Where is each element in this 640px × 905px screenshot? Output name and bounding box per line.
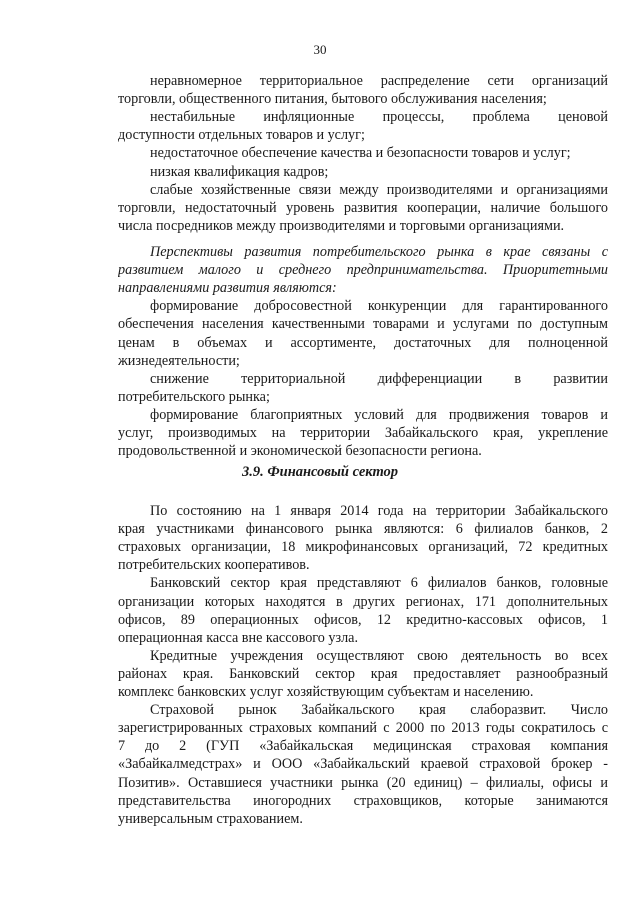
page-number: 30 (313, 42, 327, 57)
text-line: слабые хозяйственные связи между производителями и организациями (150, 181, 608, 198)
text-line: доступности отдельных товаров и услуг; (118, 127, 365, 144)
text-line: Страховой рынок Забайкальского края слаборазвит. Число (150, 702, 608, 719)
text-line: Кредитные учреждения осуществляют свою деятельность во всех (150, 647, 608, 664)
text-line: направлениями развития являются: (118, 280, 337, 297)
text-line: офисов, 89 операционных офисов, 12 кредитно-кассовых офисов, 1 (118, 611, 608, 628)
text-line: края участниками финансового рынка являются: 6 филиалов банков, 2 (118, 521, 608, 538)
text-line: «Забайкалмедстрах» и ООО «Забайкальский краевой страховой брокер - (118, 756, 608, 773)
text-line: комплекс банковских услуг хозяйствующим субъектам и населению. (118, 684, 534, 700)
text-line: числа посредников между производителями и торговыми организациями. (118, 217, 565, 234)
text-line: зарегистрированных страховых компаний с 2000 по 2013 годы сократилось с (118, 720, 608, 737)
text-line: торговли, недостаточный уровень развития кооперации, наличие большого (118, 199, 608, 216)
text-line: потребительского рынка; (118, 388, 270, 405)
text-line: Банковский сектор края представляют 6 филиалов банков, головные (150, 575, 608, 592)
text-line: снижение территориальной дифференциации в развитии (150, 370, 608, 387)
text-line: 7 до 2 (ГУП «Забайкальская медицинская страховая компания (118, 738, 608, 755)
section-heading: 3.9. Финансовый сектор (241, 464, 399, 480)
text-line: неравномерное территориальное распределение сети организаций (150, 73, 608, 89)
text-line: обеспечения населения качественными товарами и услугами по доступным (118, 316, 608, 333)
text-line: формирование добросовестной конкуренции для гарантированного (150, 298, 608, 315)
text-line: районах края. Банковский сектор края предоставляет разнообразный (118, 665, 608, 682)
text-line: торговли, общественного питания, бытового обслуживания населения; (118, 91, 547, 108)
text-line: Перспективы развития потребительского рынка в крае связаны с (150, 244, 608, 260)
text-line: потребительских кооперативов. (118, 557, 310, 574)
text-line: услуг, производимых на территории Забайкальского края, укрепление (118, 425, 608, 441)
text-line: недостаточное обеспечение качества и безопасности товаров и услуг; (150, 145, 571, 162)
text-line: универсальным страхованием. (118, 810, 303, 827)
text-line: операционная касса вне кассового узла. (118, 629, 359, 646)
text-line: представительства иногородних страховщиков, которые занимаются (118, 792, 608, 809)
text-line: Позитив». Оставшиеся участники рынка (20 единиц) – филиалы, офисы и (118, 774, 608, 791)
text-line: формирование благоприятных условий для продвижения товаров и (150, 406, 608, 423)
text-line: низкая квалификация кадров; (150, 163, 329, 180)
text-line: организации которых находятся в других регионах, 171 дополнительных (118, 593, 608, 610)
text-line: нестабильные инфляционные процессы, проблема ценовой (150, 109, 608, 126)
text-line: развитием малого и среднего предпринимательства. Приоритетными (118, 262, 608, 279)
text-line: ценам в объемах и ассортименте, достаточных для полноценной (118, 334, 608, 351)
text-line: По состоянию на 1 января 2014 года на территории Забайкальского (150, 503, 608, 519)
text-line: продовольственной и экономической безопасности региона. (118, 443, 482, 460)
text-line: страховых организации, 18 микрофинансовых организаций, 72 кредитных (118, 539, 608, 556)
text-line: жизнедеятельности; (118, 352, 240, 369)
